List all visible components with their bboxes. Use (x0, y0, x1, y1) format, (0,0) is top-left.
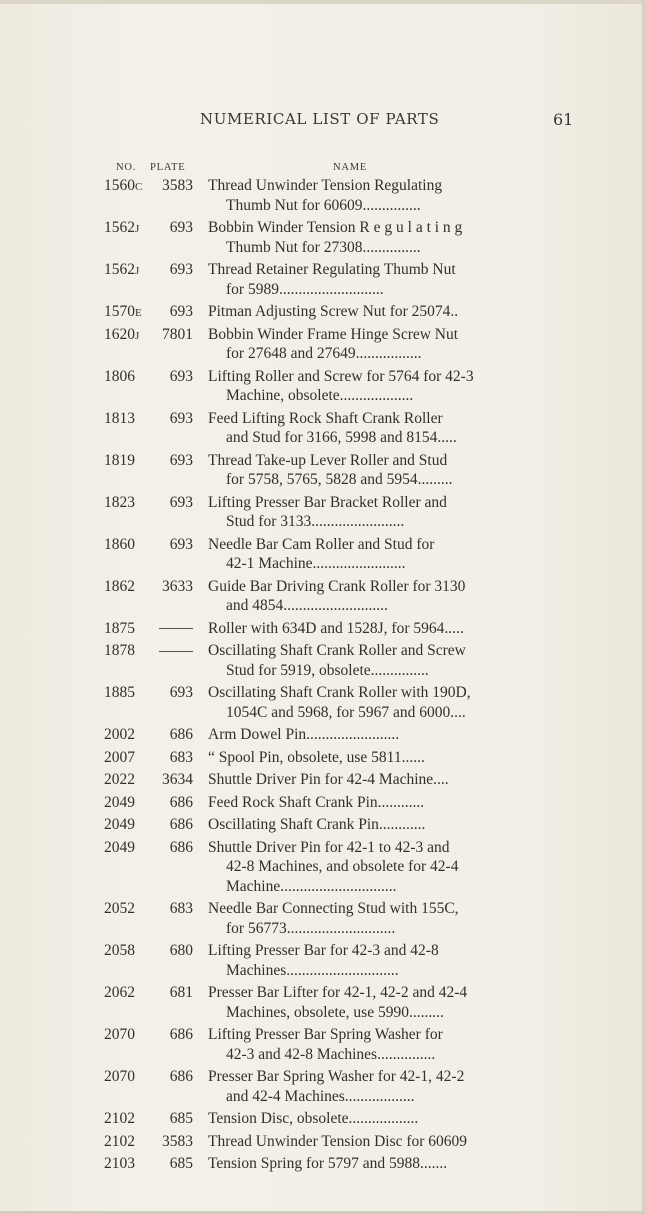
part-name-line: Shuttle Driver Pin for 42-1 to 42-3 and (208, 838, 450, 856)
part-name-line: Thumb Nut for 27308............... (226, 238, 421, 256)
part-number-digits: 2049 (104, 816, 135, 833)
part-number-digits: 2022 (104, 771, 135, 788)
running-head: NUMERICAL LIST OF PARTS (200, 110, 440, 128)
part-name (208, 535, 518, 574)
table-row (0, 577, 645, 616)
part-name-line: Thread Retainer Regulating Thumb Nut (208, 261, 456, 278)
plate-number: 686 (169, 726, 193, 743)
part-name (208, 218, 518, 257)
part-number-digits: 1562 (104, 261, 135, 278)
plate-number: 686 (169, 1068, 193, 1085)
part-name-line: Presser Bar Spring Washer for 42-1, 42-2 (208, 1068, 465, 1085)
part-name-line: Thumb Nut for 60609............... (226, 196, 421, 214)
part-number-suffix: J (135, 223, 140, 235)
table-row (0, 619, 645, 639)
part-name-line: Machine.............................. (226, 877, 397, 895)
part-number-digits: 1570 (104, 303, 135, 320)
part-name (208, 451, 518, 490)
part-name-line: Stud for 5919, obsolete............... (226, 661, 429, 679)
parts-table (0, 158, 645, 1177)
table-row (0, 260, 645, 299)
table-row (0, 409, 645, 448)
plate-number: 686 (169, 1026, 193, 1043)
column-headers (0, 158, 645, 176)
part-name-line: Oscillating Shaft Crank Roller and Screw (208, 642, 466, 659)
plate-number: 693 (169, 409, 193, 427)
part-number-digits: 2062 (104, 984, 135, 1001)
part-name-line: Thread Unwinder Tension Regulating (208, 177, 443, 194)
part-name (208, 409, 518, 448)
part-name-line: for 5989........................... (226, 280, 384, 298)
part-number-digits: 1562 (104, 219, 135, 236)
part-name-line: Needle Bar Cam Roller and Stud for (208, 535, 435, 553)
part-number-digits: 1823 (104, 493, 135, 511)
table-row (0, 325, 645, 364)
part-name-line: Thread Take-up Lever Roller and Stud (208, 451, 448, 469)
table-row (0, 725, 645, 745)
part-name (208, 1067, 518, 1106)
part-name-line: Arm Dowel Pin........................ (208, 726, 400, 743)
plate-number: 680 (169, 942, 193, 959)
part-number-digits: 1813 (104, 409, 135, 427)
part-number-digits: 2049 (104, 793, 135, 811)
part-name (208, 725, 518, 745)
part-number-digits: 1885 (104, 684, 135, 701)
part-number-digits: 2052 (104, 900, 135, 917)
table-row (0, 748, 645, 768)
part-name (208, 176, 518, 215)
table-row (0, 367, 645, 406)
plate-number: 693 (169, 367, 193, 385)
part-name-line: Lifting Presser Bar Spring Washer for (208, 1026, 443, 1043)
part-name-line: Bobbin Winder Tension R e g u l a t i n g (208, 219, 463, 236)
part-number-digits: 2058 (104, 942, 135, 959)
part-name (208, 641, 518, 680)
part-name (208, 367, 518, 406)
plate-number (150, 641, 193, 661)
part-name-line: Machine, obsolete................... (226, 387, 414, 404)
part-name-line: Oscillating Shaft Crank Pin............ (208, 816, 426, 833)
plate-number: 7801 (162, 325, 193, 343)
part-number-digits: 2049 (104, 838, 135, 856)
part-name-line: Needle Bar Connecting Stud with 155C, (208, 900, 459, 917)
part-name (208, 838, 518, 897)
part-number-digits: 1620 (104, 325, 135, 343)
plate-number: 686 (169, 816, 193, 833)
part-name (208, 302, 518, 322)
table-row (0, 683, 645, 722)
part-name (208, 1132, 518, 1152)
part-number-digits: 2103 (104, 1155, 135, 1172)
part-name-line: Feed Lifting Rock Shaft Crank Roller (208, 409, 443, 427)
part-name (208, 1154, 518, 1174)
table-row (0, 218, 645, 257)
part-name (208, 260, 518, 299)
table-row (0, 451, 645, 490)
plate-number: 683 (169, 900, 193, 917)
table-row (0, 493, 645, 532)
part-number-digits: 1878 (104, 642, 135, 659)
part-name (208, 577, 518, 616)
part-name-line: Bobbin Winder Frame Hinge Screw Nut (208, 325, 459, 343)
part-name (208, 983, 518, 1022)
plate-number: 3633 (162, 577, 193, 595)
part-name (208, 1109, 518, 1129)
table-row (0, 1067, 645, 1106)
table-row (0, 176, 645, 215)
column-header-plate: PLATE (150, 162, 186, 173)
part-name-line: Roller with 634D and 1528J, for 5964..... (208, 619, 464, 637)
part-number-digits: 1819 (104, 451, 135, 469)
plate-number: 693 (169, 303, 193, 320)
table-row (0, 535, 645, 574)
table-row (0, 1154, 645, 1174)
part-number-digits: 2070 (104, 1026, 135, 1043)
part-name (208, 770, 518, 790)
part-number-digits: 1875 (104, 619, 135, 637)
part-name-line: for 5758, 5765, 5828 and 5954......... (226, 471, 453, 488)
part-name (208, 748, 518, 768)
part-name (208, 325, 518, 364)
table-row (0, 1132, 645, 1152)
table-row (0, 815, 645, 835)
part-name-line: Pitman Adjusting Screw Nut for 25074.. (208, 303, 459, 320)
part-name-line: Thread Unwinder Tension Disc for 60609 (208, 1132, 468, 1150)
part-name-line: Machines............................. (226, 961, 399, 979)
part-name-line: Guide Bar Driving Crank Roller for 3130 (208, 577, 466, 595)
part-name-line: 1054C and 5968, for 5967 and 6000.... (226, 703, 466, 721)
table-row (0, 941, 645, 980)
table-row (0, 1025, 645, 1064)
part-name (208, 899, 518, 938)
parts-rows (0, 176, 645, 1174)
plate-number: 683 (169, 748, 193, 766)
part-name-line: 42-3 and 42-8 Machines............... (226, 1045, 436, 1063)
table-row (0, 899, 645, 938)
plate-dash (159, 628, 193, 629)
part-number-digits: 1806 (104, 367, 135, 385)
part-number-digits: 2070 (104, 1068, 135, 1085)
part-name-line: 42-1 Machine........................ (226, 555, 406, 572)
part-number-digits: 1862 (104, 577, 135, 595)
page-top-edge (0, 0, 645, 4)
part-name-line: Lifting Presser Bar Bracket Roller and (208, 493, 447, 511)
part-number-digits: 1860 (104, 535, 135, 553)
part-name-line: “ Spool Pin, obsolete, use 5811...... (208, 748, 425, 766)
plate-number: 693 (169, 684, 193, 701)
plate-number: 693 (169, 219, 193, 236)
table-row (0, 770, 645, 790)
part-name-line: 42-8 Machines, and obsolete for 42-4 (226, 858, 459, 875)
plate-number: 693 (169, 493, 193, 511)
part-name-line: Presser Bar Lifter for 42-1, 42-2 and 42-4 (208, 984, 468, 1001)
table-row (0, 793, 645, 813)
part-name-line: Feed Rock Shaft Crank Pin............ (208, 793, 425, 811)
table-row (0, 838, 645, 897)
part-name-line: and 4854........................... (226, 597, 388, 614)
part-name (208, 619, 518, 639)
part-name (208, 1025, 518, 1064)
plate-number: 3583 (162, 177, 193, 194)
column-header-no: NO. (116, 162, 137, 173)
table-row (0, 1109, 645, 1129)
part-name-line: Lifting Presser Bar for 42-3 and 42-8 (208, 942, 439, 959)
part-name-line: Stud for 3133........................ (226, 513, 405, 530)
part-name-line: Tension Spring for 5797 and 5988....... (208, 1155, 448, 1172)
part-name-line: Machines, obsolete, use 5990......... (226, 1003, 444, 1021)
part-number-digits: 2102 (104, 1110, 135, 1127)
plate-number: 3634 (162, 771, 193, 788)
page-header (0, 110, 645, 134)
part-name (208, 683, 518, 722)
page-number: 61 (553, 110, 574, 129)
part-name (208, 493, 518, 532)
part-name (208, 793, 518, 813)
plate-number: 685 (169, 1110, 193, 1127)
part-name-line: and Stud for 3166, 5998 and 8154..... (226, 429, 457, 446)
part-name-line: and 42-4 Machines.................. (226, 1087, 415, 1105)
plate-number: 693 (169, 451, 193, 469)
part-name-line: for 27648 and 27649................. (226, 345, 422, 362)
part-number-digits: 2002 (104, 726, 135, 743)
table-row (0, 983, 645, 1022)
part-number-digits: 1560 (104, 177, 135, 194)
part-number-suffix: E (135, 307, 142, 319)
plate-number: 681 (169, 984, 193, 1001)
part-name-line: Oscillating Shaft Crank Roller with 190D, (208, 684, 471, 701)
part-number-suffix: J (135, 329, 140, 342)
plate-number: 693 (169, 535, 193, 553)
part-name-line: Lifting Roller and Screw for 5764 for 42-3 (208, 367, 474, 385)
plate-number (150, 619, 193, 639)
part-name (208, 815, 518, 835)
part-name (208, 941, 518, 980)
plate-number: 693 (169, 261, 193, 278)
part-number-suffix: J (135, 265, 140, 277)
plate-number: 685 (169, 1155, 193, 1172)
plate-number: 686 (169, 793, 193, 811)
table-row (0, 641, 645, 680)
part-number-digits: 2007 (104, 748, 135, 766)
plate-dash (159, 651, 193, 652)
plate-number: 686 (169, 838, 193, 856)
part-number-suffix: C (135, 181, 143, 193)
part-name-line: Tension Disc, obsolete.................. (208, 1110, 419, 1127)
column-header-name: NAME (333, 162, 368, 173)
part-number-digits: 2102 (104, 1132, 135, 1150)
plate-number: 3583 (162, 1132, 193, 1150)
part-name-line: for 56773............................ (226, 919, 396, 937)
part-name-line: Shuttle Driver Pin for 42-4 Machine.... (208, 771, 449, 788)
table-row (0, 302, 645, 322)
